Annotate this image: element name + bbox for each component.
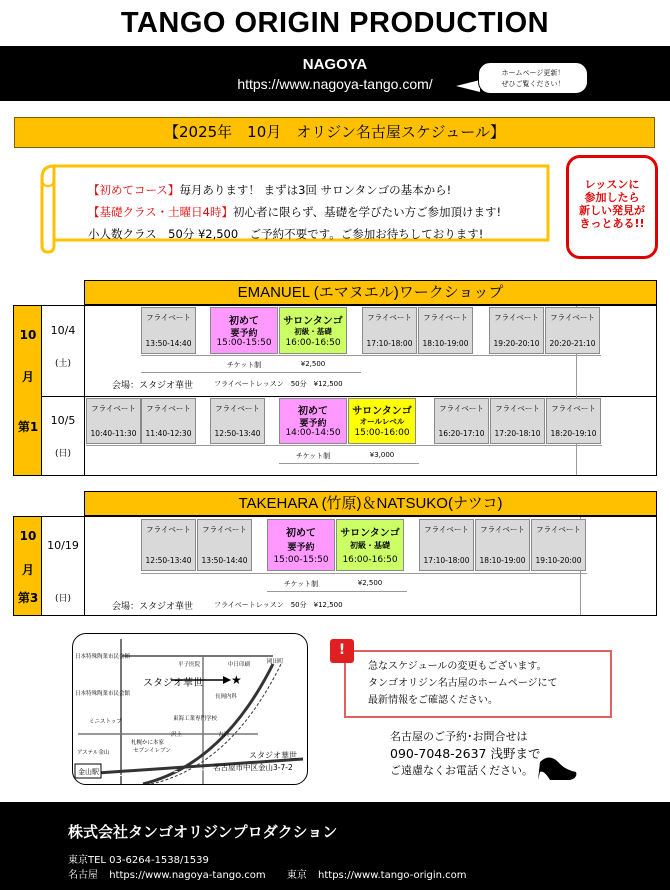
intro-line-3: 小人数クラス 50分 ¥2,500 ご予約不要です。ご参加お待ちしております! [88, 227, 484, 241]
divider [42, 396, 656, 397]
price: ¥2,500 [300, 360, 326, 368]
slot-time: 15:00-15:50 [216, 338, 272, 348]
intro-text: 初心者に限らず、基礎を学びたい方ご参加頂けます! [232, 205, 502, 219]
slot-label: フライベート [424, 525, 469, 534]
week-label: 第3 [17, 591, 39, 605]
slot-label: フライベート [146, 313, 191, 322]
map-studio-label: スタジオ華世 [143, 678, 203, 689]
slot-label: フライベート [494, 313, 539, 322]
slot-sub: 要予約 [299, 419, 327, 429]
slot-time: 16:20-17:10 [438, 429, 485, 438]
slot-private [545, 307, 600, 354]
svg-text:★: ★ [231, 673, 242, 687]
access-map [72, 633, 308, 785]
slot-time: 16:00-16:50 [285, 338, 341, 348]
slot-time: 12:50-13:40 [214, 429, 261, 438]
slot-title: 初めて [298, 406, 328, 417]
slot-time: 17:10-18:00 [366, 339, 413, 348]
intro-line-1 [88, 179, 501, 201]
slot-sub: 初級・基礎 [350, 541, 390, 550]
notice-line: 最新情報をご確認ください。 [368, 695, 498, 706]
page-title: TANGO ORIGIN PRODUCTION [120, 7, 550, 39]
slot-label: フライベート [480, 525, 525, 534]
contact-line: 名古屋のご予約･お問合せは [390, 730, 528, 743]
nagoya-url-link[interactable]: https://www.nagoya-tango.com [109, 870, 266, 881]
slot-time: 14:00-14:50 [285, 428, 341, 438]
map-label: 日本特殊陶業市民会館 [75, 654, 131, 660]
intro-tag: 【基礎クラス・土曜日4時】 [88, 205, 233, 219]
slot-time: 17:10-18:00 [423, 556, 470, 565]
slot-time: 12:50-13:40 [145, 556, 192, 565]
slot-sub: 要予約 [287, 543, 315, 553]
slot-time: 10:40-11:30 [90, 429, 137, 438]
intro-scroll [40, 158, 552, 254]
company-name: 株式会社タンゴオリジンプロダクション [68, 823, 338, 841]
schedule-title: 【2025年 10月 オリジン名古屋スケジュール】 [14, 117, 655, 148]
map-address: 名古屋市中区金山3-7-2 [213, 763, 293, 772]
notice-line: 急なスケジュールの変更もございます。 [368, 661, 547, 672]
workshop-2-table [13, 516, 657, 616]
private-fee: フライベートレッスン 50分 ¥12,500 [214, 380, 343, 388]
slot-time: 18:10-19:00 [422, 339, 469, 348]
note-line: 新しい発見が [579, 204, 645, 217]
slot-time: 18:20-19:10 [550, 429, 597, 438]
price: ¥3,000 [369, 451, 395, 459]
slot-time: 11:40-12:30 [145, 429, 192, 438]
divider [141, 372, 361, 373]
slot-sub: オールレベル [359, 417, 405, 426]
slot-private [490, 398, 545, 444]
footer-label: 名古屋 [68, 870, 98, 881]
contact-info [390, 728, 540, 779]
slot-private [197, 519, 252, 571]
slot-private [418, 307, 473, 354]
map-label: セブンイレブン [133, 748, 171, 754]
slot-title: 初めて [286, 528, 316, 539]
map-address-name: スタジオ華世 [249, 751, 297, 760]
slot-salon [279, 307, 347, 354]
month-number: 10 [19, 328, 37, 342]
slot-sub: 初級・基礎 [294, 327, 332, 336]
ticket-label: チケット制 [283, 580, 319, 588]
weekday: (日) [54, 449, 72, 459]
footer-links [68, 866, 467, 881]
slot-private [419, 519, 474, 571]
divider [141, 573, 587, 574]
tokyo-url-link[interactable]: https://www.tango-origin.com [318, 870, 467, 881]
intro-line-2 [88, 201, 501, 223]
slot-sub: 要予約 [230, 329, 258, 339]
schedule-change-notice [344, 650, 612, 718]
slot-private [141, 307, 196, 354]
map-station-label: 金山駅 [78, 768, 99, 776]
map-label: アステル金山 [77, 750, 110, 756]
slot-private [362, 307, 417, 354]
slot-time: 15:00-15:50 [273, 555, 329, 565]
map-label: 長岡内科 [215, 694, 238, 700]
map-label: 平子医院 [178, 662, 201, 668]
map-label: 古沢 [218, 732, 230, 738]
date: 10/5 [50, 414, 76, 427]
slot-salon [348, 398, 416, 444]
map-label: 沢上 [171, 732, 183, 738]
slot-private [475, 519, 530, 571]
footer-tel: 東京TEL 03-6264-1538/1539 [68, 855, 209, 866]
slot-label: フライベート [423, 313, 468, 322]
note-line: きっとある!! [579, 217, 645, 230]
ticket-label: チケット制 [226, 361, 262, 369]
speech-bubble [478, 62, 588, 94]
slot-beginner [210, 307, 278, 354]
ticket-label: チケット制 [295, 452, 331, 460]
workshop-1-table [13, 305, 657, 476]
divider [279, 463, 419, 464]
workshop-2-title: TAKEHARA (竹原)＆NATSUKO(ナツコ) [84, 491, 657, 516]
slot-label: フライベート [146, 525, 191, 534]
map-label: 東海工業専門学校 [173, 716, 218, 722]
encouragement-note [566, 155, 658, 259]
slot-title: サロンタンゴ [283, 316, 343, 327]
private-fee: フライベートレッスン 50分 ¥12,500 [214, 601, 343, 609]
workshop-1-title: EMANUEL (エマヌエル)ワークショップ [84, 280, 657, 305]
slot-title: サロンタンゴ [340, 528, 400, 539]
contact-phone[interactable]: 090-7048-2637 浅野まで [390, 746, 541, 761]
slot-label: フライベート [551, 404, 596, 413]
weekday: (土) [54, 359, 72, 369]
notice-line: タンゴオリジン名古屋のホームページにて [368, 678, 558, 689]
map-label: 中日印刷 [228, 662, 251, 668]
slot-title: 初めて [229, 316, 259, 327]
speech-bubble-tail [456, 80, 480, 92]
slot-private [434, 398, 489, 444]
slot-time: 17:20-18:10 [494, 429, 541, 438]
slot-private [546, 398, 601, 444]
month-kanji: 月 [21, 370, 34, 384]
month-number: 10 [19, 529, 37, 543]
intro-text: 毎月あります！ まずは3回 サロンタンゴの基本から! [179, 183, 452, 197]
slot-title: サロンタンゴ [352, 406, 412, 417]
slot-time: 13:50-14:40 [145, 339, 192, 348]
note-line: 参加したら [584, 191, 640, 204]
week-label: 第1 [17, 420, 39, 434]
map-label: 岡田町 [267, 659, 284, 665]
contact-line: ご遠慮なくお電話ください。 [390, 764, 533, 777]
weekday: (日) [54, 594, 72, 604]
slot-label: フライベート [536, 525, 581, 534]
slot-time: 13:50-14:40 [201, 556, 248, 565]
slot-label: フライベート [367, 313, 412, 322]
bubble-line: ぜひご覧ください！ [501, 80, 565, 88]
map-label: 日本特殊陶業市民会館 [75, 691, 131, 697]
slot-time: 19:10-20:00 [535, 556, 582, 565]
map-label: 札幌かに本家 [131, 740, 165, 746]
intro-tag: 【初めてコース】 [88, 183, 180, 197]
date: 10/19 [47, 539, 79, 552]
slot-time: 16:00-16:50 [342, 555, 398, 565]
price: ¥2,500 [357, 579, 383, 587]
slot-beginner [279, 398, 347, 444]
slot-private [141, 519, 196, 571]
slot-label: フライベート [215, 404, 260, 413]
slot-beginner [267, 519, 335, 571]
slot-private [141, 398, 196, 444]
divider [86, 445, 602, 446]
venue: 会場：スタジオ華世 [112, 602, 194, 612]
slot-label: フライベート [146, 404, 191, 413]
slot-time: 15:00-16:00 [354, 428, 410, 438]
date: 10/4 [50, 324, 76, 337]
slot-salon [336, 519, 404, 571]
footer [0, 802, 670, 890]
map-label: ミニストップ [89, 719, 122, 725]
warning-icon: ! [330, 639, 354, 663]
month-kanji: 月 [21, 563, 34, 577]
bubble-line: ホームページ更新！ [501, 69, 565, 77]
website-link[interactable]: https://www.nagoya-tango.com/ [237, 76, 433, 92]
slot-label: フライベート [91, 404, 136, 413]
high-heel-icon [530, 744, 580, 784]
divider [141, 355, 601, 356]
footer-label: 東京 [286, 870, 307, 881]
slot-private [531, 519, 586, 571]
venue: 会場：スタジオ華世 [112, 381, 194, 391]
divider [84, 517, 85, 615]
slot-private [210, 398, 265, 444]
divider [267, 591, 407, 592]
slot-label: フライベート [495, 404, 540, 413]
divider [84, 306, 85, 475]
city-name: NAGOYA [302, 56, 368, 73]
slot-time: 18:10-19:00 [479, 556, 526, 565]
slot-label: フライベート [550, 313, 595, 322]
slot-label: フライベート [439, 404, 484, 413]
slot-label: フライベート [202, 525, 247, 534]
note-line: レッスンに [584, 178, 640, 191]
slot-time: 19:20-20:10 [493, 339, 540, 348]
slot-private [86, 398, 141, 444]
slot-time: 20:20-21:10 [549, 339, 596, 348]
slot-private [489, 307, 544, 354]
